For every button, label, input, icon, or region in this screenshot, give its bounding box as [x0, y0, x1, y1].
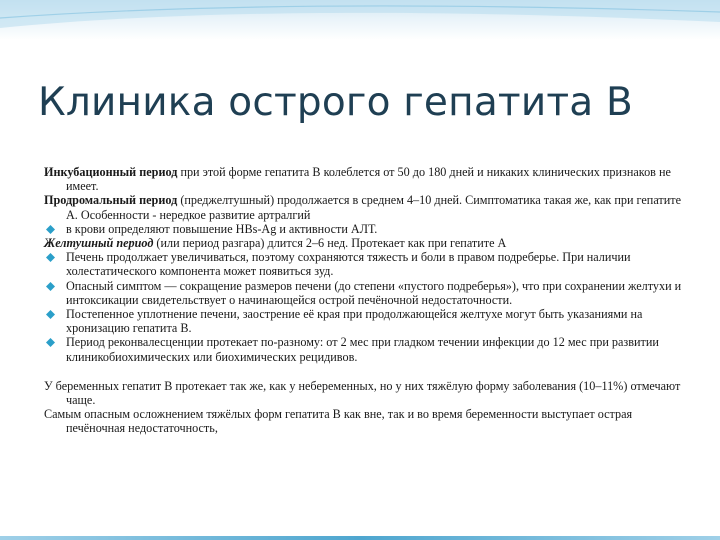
prodromal-term: Продромальный период [44, 193, 178, 208]
diamond-bullet-icon [46, 310, 55, 319]
incubation-text: при этой форме гепатита В колеблется от 50 до 180 дней и никаких клинических признаков не имеет. [66, 165, 671, 194]
header-swoosh [0, 0, 720, 40]
incubation-paragraph [44, 165, 684, 193]
slide-body [44, 165, 684, 436]
footer-accent-line [0, 536, 720, 540]
bullet-text: в крови определяют повышение HBs-Ag и активности АЛТ. [66, 221, 378, 236]
bullet-text: Печень продолжает увеличиваться, поэтому сохраняются тяжесть и боли в правом подреберье. При наличии холестатического компонента может появиться зуд. [66, 250, 631, 279]
diamond-bullet-icon [46, 225, 55, 234]
icteric-term: Желтушный период [44, 236, 154, 251]
bullet-item [44, 335, 684, 363]
bullet-item [44, 250, 684, 278]
bullet-item [44, 222, 684, 236]
diamond-bullet-icon [46, 338, 55, 347]
prodromal-text: (преджелтушный) продолжается в среднем 4–10 дней. Симптоматика такая же, как при гепатите А. Особенности - нередкое развитие артралгий [66, 193, 682, 222]
prodromal-paragraph [44, 193, 684, 221]
diamond-bullet-icon [46, 253, 55, 262]
paragraph-gap [44, 364, 684, 379]
bullet-text: Постепенное уплотнение печени, заострение её края при продолжающейся желтухе могут быть указаниями на хронизацию гепатита В. [66, 307, 643, 336]
incubation-term: Инкубационный период [44, 165, 178, 179]
slide-title: Клиника острого гепатита В [38, 80, 633, 125]
complication-paragraph: Самым опасным осложнением тяжёлых форм гепатита В как вне, так и во время беременности выступает острая печёночная недостаточность, [44, 407, 633, 436]
icteric-paragraph [44, 236, 684, 250]
bullet-item [44, 307, 684, 335]
pregnancy-paragraph: У беременных гепатит В протекает так же, как у небеременных, но у них тяжёлую форму заболевания (10–11%) отмечают чаще. [44, 378, 681, 408]
bullet-item [44, 279, 684, 307]
bullet-text: Опасный симптом — сокращение размеров печени (до степени «пустого подреберья»), что при сохранении желтухи и интоксикации свидетельствует о начинающейся острой печёночной недостаточности. [66, 278, 682, 307]
bullet-text: Период реконвалесценции протекает по-разному: от 2 мес при гладком течении инфекции до 12 мес при развитии клиникобиохимических или биохимических рецидивов. [66, 335, 659, 364]
icteric-text: (или период разгара) длится 2–6 нед. Протекает как при гепатите А [153, 236, 507, 251]
diamond-bullet-icon [46, 282, 55, 291]
